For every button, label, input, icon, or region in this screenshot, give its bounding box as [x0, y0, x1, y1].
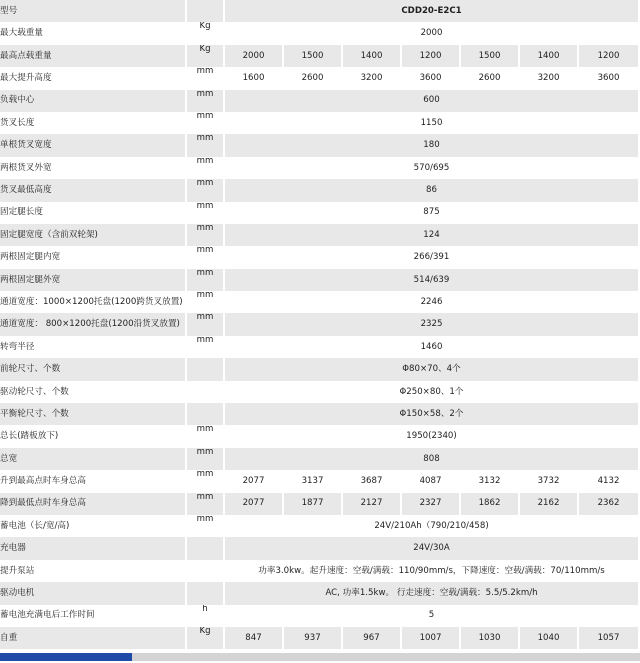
spec-value: 1877 — [284, 493, 343, 515]
spec-value: 1007 — [402, 627, 461, 649]
spec-value: 2362 — [579, 493, 640, 515]
spec-value: 功率3.0kw。起升速度：空载/满载：110/90mm/s，下降速度：空载/满载：70/110mm/s — [225, 560, 640, 582]
spec-label: 总长(踏板放下) — [0, 425, 187, 447]
spec-value: 1030 — [461, 627, 520, 649]
spec-value: 3132 — [461, 470, 520, 492]
spec-unit: mm — [187, 470, 225, 492]
spec-value: 2077 — [225, 470, 284, 492]
spec-label: 升到最高点时车身总高 — [0, 470, 187, 492]
spec-value: 24V/30A — [225, 537, 640, 559]
spec-row — [0, 582, 640, 604]
spec-unit: mm — [187, 112, 225, 134]
spec-value: 2325 — [225, 313, 640, 335]
spec-unit: mm — [187, 202, 225, 224]
spec-label: 最高点载重量 — [0, 45, 187, 67]
spec-label: 蓄电池充满电后工作时间 — [0, 605, 187, 627]
spec-label: 通道宽度： 800×1200托盘(1200沿货叉放置) — [0, 313, 187, 335]
spec-value: 1500 — [461, 45, 520, 67]
spec-unit: mm — [187, 269, 225, 291]
spec-value: 3732 — [520, 470, 579, 492]
spec-unit: mm — [187, 246, 225, 268]
spec-label: 最大载重量 — [0, 22, 187, 44]
spec-label: 平衡轮尺寸、个数 — [0, 403, 187, 425]
spec-value: 875 — [225, 202, 640, 224]
model-name: CDD20-E2C1 — [225, 0, 640, 22]
spec-value: 2127 — [343, 493, 402, 515]
spec-unit — [187, 0, 225, 22]
spec-unit: mm — [187, 134, 225, 156]
spec-row — [0, 560, 640, 582]
spec-unit: mm — [187, 67, 225, 89]
spec-unit: Kg — [187, 627, 225, 649]
bottom-progress-bar — [0, 653, 640, 661]
spec-value: 3200 — [343, 67, 402, 89]
spec-label: 单根货叉宽度 — [0, 134, 187, 156]
spec-row — [0, 134, 640, 156]
spec-value: 2077 — [225, 493, 284, 515]
spec-label: 两根固定腿外宽 — [0, 269, 187, 291]
spec-row — [0, 246, 640, 268]
spec-unit: mm — [187, 224, 225, 246]
spec-value: 2162 — [520, 493, 579, 515]
spec-value: 1862 — [461, 493, 520, 515]
spec-row — [0, 22, 640, 44]
spec-unit: mm — [187, 448, 225, 470]
spec-label: 两根货叉外宽 — [0, 157, 187, 179]
spec-label: 固定腿长度 — [0, 202, 187, 224]
spec-label: 型号 — [0, 0, 187, 22]
spec-value: 3200 — [520, 67, 579, 89]
spec-row — [0, 381, 640, 403]
spec-value: 4132 — [579, 470, 640, 492]
spec-value: 514/639 — [225, 269, 640, 291]
spec-value: 847 — [225, 627, 284, 649]
spec-unit: mm — [187, 313, 225, 335]
spec-value: 570/695 — [225, 157, 640, 179]
spec-row — [0, 112, 640, 134]
spec-value: 180 — [225, 134, 640, 156]
spec-value: 1400 — [520, 45, 579, 67]
spec-label: 驱动电机 — [0, 582, 187, 604]
spec-row — [0, 515, 640, 537]
spec-value: AC, 功率1.5kw。 行走速度：空载/满载：5.5/5.2km/h — [225, 582, 640, 604]
spec-value: 1200 — [402, 45, 461, 67]
spec-label: 通道宽度：1000×1200托盘(1200跨货叉放置) — [0, 291, 187, 313]
spec-value: 266/391 — [225, 246, 640, 268]
spec-value: 4087 — [402, 470, 461, 492]
spec-value: 3687 — [343, 470, 402, 492]
spec-unit — [187, 582, 225, 604]
spec-value: 967 — [343, 627, 402, 649]
spec-unit: Kg — [187, 45, 225, 67]
spec-row — [0, 179, 640, 201]
spec-row — [0, 269, 640, 291]
spec-row — [0, 202, 640, 224]
spec-unit — [187, 560, 225, 582]
spec-value: 2327 — [402, 493, 461, 515]
spec-label: 固定腿宽度（含前双轮架) — [0, 224, 187, 246]
spec-value: 1150 — [225, 112, 640, 134]
spec-value: Φ250×80、1个 — [225, 381, 640, 403]
spec-row — [0, 336, 640, 358]
spec-value: 2000 — [225, 45, 284, 67]
spec-value: 2600 — [461, 67, 520, 89]
spec-label: 提升泵站 — [0, 560, 187, 582]
spec-row — [0, 0, 640, 22]
spec-value: 1400 — [343, 45, 402, 67]
spec-row — [0, 45, 640, 67]
spec-label: 驱动轮尺寸、个数 — [0, 381, 187, 403]
spec-value: Φ150×58、2个 — [225, 403, 640, 425]
spec-label: 自重 — [0, 627, 187, 649]
spec-unit: mm — [187, 90, 225, 112]
spec-value: 2000 — [225, 22, 640, 44]
spec-unit: mm — [187, 157, 225, 179]
spec-row — [0, 493, 640, 515]
spec-value: 600 — [225, 90, 640, 112]
spec-value: 1040 — [520, 627, 579, 649]
bottom-accent-bar — [0, 653, 132, 661]
spec-unit: mm — [187, 515, 225, 537]
spec-value: 124 — [225, 224, 640, 246]
spec-row — [0, 403, 640, 425]
spec-label: 转弯半径 — [0, 336, 187, 358]
spec-unit: mm — [187, 493, 225, 515]
spec-value: 937 — [284, 627, 343, 649]
spec-label: 充电器 — [0, 537, 187, 559]
spec-row — [0, 537, 640, 559]
spec-label: 总宽 — [0, 448, 187, 470]
spec-value: 1460 — [225, 336, 640, 358]
spec-value: 1200 — [579, 45, 640, 67]
spec-unit: h — [187, 605, 225, 627]
spec-unit — [187, 403, 225, 425]
spec-value: 3600 — [579, 67, 640, 89]
spec-row — [0, 470, 640, 492]
spec-value: 1500 — [284, 45, 343, 67]
spec-row — [0, 425, 640, 447]
spec-value: 1950(2340) — [225, 425, 640, 447]
spec-label: 货叉最低高度 — [0, 179, 187, 201]
spec-row — [0, 313, 640, 335]
spec-row — [0, 605, 640, 627]
spec-unit: mm — [187, 291, 225, 313]
spec-label: 最大提升高度 — [0, 67, 187, 89]
spec-value: 808 — [225, 448, 640, 470]
spec-unit: mm — [187, 425, 225, 447]
spec-value: 24V/210Ah（790/210/458) — [225, 515, 640, 537]
spec-value: 3137 — [284, 470, 343, 492]
spec-label: 货叉长度 — [0, 112, 187, 134]
spec-value: 1600 — [225, 67, 284, 89]
spec-unit — [187, 358, 225, 380]
spec-label: 降到最低点时车身总高 — [0, 493, 187, 515]
spec-row — [0, 90, 640, 112]
spec-value: 2246 — [225, 291, 640, 313]
spec-row — [0, 224, 640, 246]
spec-label: 蓄电池（长/宽/高) — [0, 515, 187, 537]
spec-row — [0, 448, 640, 470]
spec-value: 1057 — [579, 627, 640, 649]
spec-label: 负载中心 — [0, 90, 187, 112]
spec-value: 5 — [225, 605, 640, 627]
spec-value: Φ80×70、4个 — [225, 358, 640, 380]
spec-row — [0, 358, 640, 380]
spec-row — [0, 627, 640, 649]
spec-unit: mm — [187, 179, 225, 201]
spec-value: 86 — [225, 179, 640, 201]
spec-value: 3600 — [402, 67, 461, 89]
spec-row — [0, 291, 640, 313]
spec-value: 2600 — [284, 67, 343, 89]
spec-unit — [187, 381, 225, 403]
spec-label: 两根固定腿内宽 — [0, 246, 187, 268]
spec-label: 前轮尺寸、个数 — [0, 358, 187, 380]
spec-unit: Kg — [187, 22, 225, 44]
spec-row — [0, 67, 640, 89]
spec-unit: mm — [187, 336, 225, 358]
spec-row — [0, 157, 640, 179]
spec-unit — [187, 537, 225, 559]
